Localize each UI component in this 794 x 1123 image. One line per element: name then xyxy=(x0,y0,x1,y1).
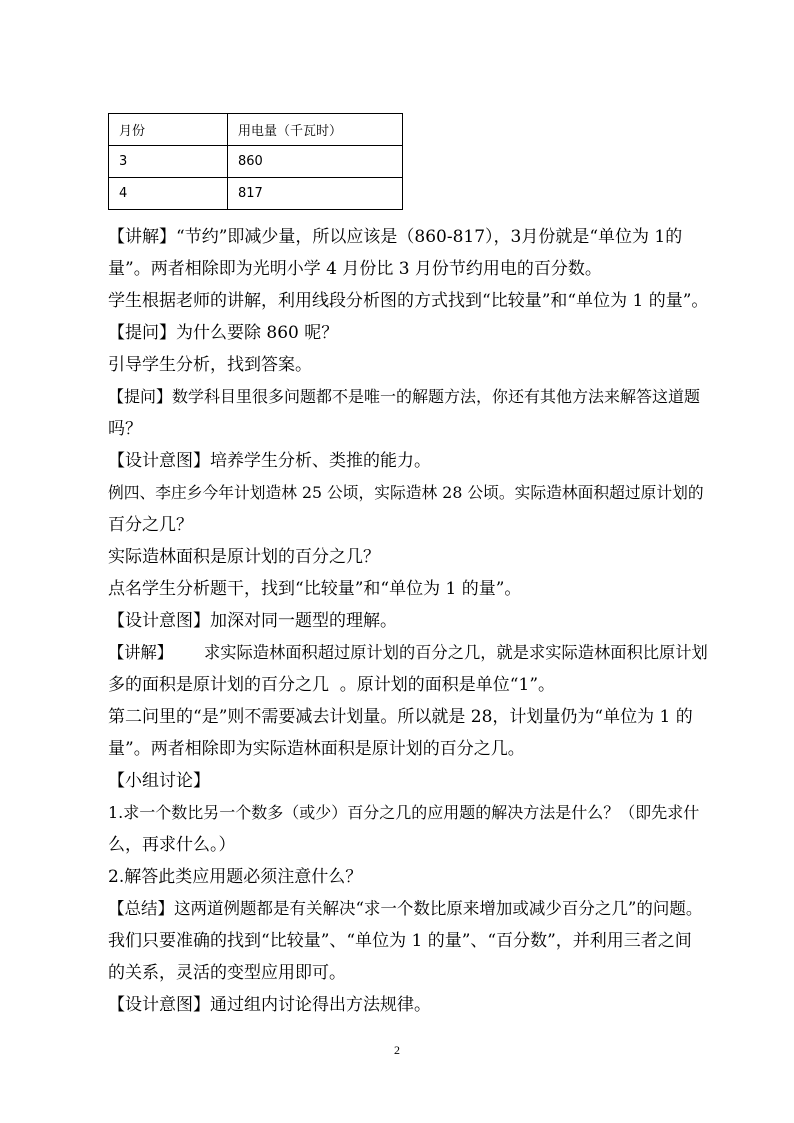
text-line: 我们只要准确的找到“比较量”、“单位为 1 的量”、“百分数”，并利用三者之间 xyxy=(108,931,692,951)
table-row xyxy=(109,178,403,210)
text-line: 【设计意图】通过组内讨论得出方法规律。 xyxy=(108,995,431,1015)
text-line: 实际造林面积是原计划的百分之几？ xyxy=(108,547,380,567)
table-cell: 3 xyxy=(109,146,228,178)
text-line: 【设计意图】加深对同一题型的理解。 xyxy=(108,611,397,631)
table-cell: 860 xyxy=(228,146,403,178)
electricity-usage-table xyxy=(108,113,403,210)
header-usage: 用电量（千瓦时） xyxy=(228,114,403,146)
text-line: 引导学生分析，找到答案。 xyxy=(108,355,312,375)
header-month: 月份 xyxy=(109,114,228,146)
text-line: 量”。两者相除即为实际造林面积是原计划的百分之几。 xyxy=(108,739,525,759)
text-line: 【讲解】“节约”即减少量，所以应该是（860-817），3月份就是“单位为 1的 xyxy=(108,227,683,247)
text-line: 【提问】为什么要除 860 呢？ xyxy=(108,323,339,343)
text-line: 吗？ xyxy=(108,419,142,439)
text-line: 例四、李庄乡今年计划造林 25 公顷，实际造林 28 公顷。实际造林面积超过原计划的 xyxy=(108,483,704,502)
text-line: 量”。两者相除即为光明小学 4 月份比 3 月份节约用电的百分数。 xyxy=(108,259,602,279)
page-number: 2 xyxy=(394,1043,400,1057)
table-cell: 4 xyxy=(109,178,228,210)
text-line: 2.解答此类应用题必须注意什么？ xyxy=(108,867,363,887)
text-line: 【讲解】 求实际造林面积超过原计划的百分之几，就是求实际造林面积比原计划 xyxy=(108,643,708,662)
text-line: 的关系，灵活的变型应用即可。 xyxy=(108,963,346,983)
text-line: 点名学生分析题干，找到“比较量”和“单位为 1 的量”。 xyxy=(108,579,522,599)
text-line: 学生根据老师的讲解，利用线段分析图的方式找到“比较量”和“单位为 1 的量”。 xyxy=(108,291,709,311)
table-cell: 817 xyxy=(228,178,403,210)
text-line: 【设计意图】培养学生分析、类推的能力。 xyxy=(108,451,431,471)
text-line: 么，再求什么。） xyxy=(108,835,236,855)
text-line: 1.求一个数比另一个数多（或少）百分之几的应用题的解决方法是什么？（即先求什 xyxy=(108,803,700,822)
text-line: 多的面积是原计划的百分之几 。原计划的面积是单位“1”。 xyxy=(108,675,556,695)
table-row xyxy=(109,146,403,178)
body-text xyxy=(108,221,708,1021)
text-line: 【提问】数学科目里很多问题都不是唯一的解题方法，你还有其他方法来解答这道题 xyxy=(108,387,701,406)
text-line: 【小组讨论】 xyxy=(108,771,210,791)
text-line: 【总结】这两道例题都是有关解决“求一个数比原来增加或减少百分之几”的问题。 xyxy=(108,899,703,918)
text-line: 第二问里的“是”则不需要减去计划量。所以就是 28，计划量仍为“单位为 1 的 xyxy=(108,707,693,727)
text-line: 百分之几？ xyxy=(108,515,193,535)
table-header-row xyxy=(109,114,403,146)
